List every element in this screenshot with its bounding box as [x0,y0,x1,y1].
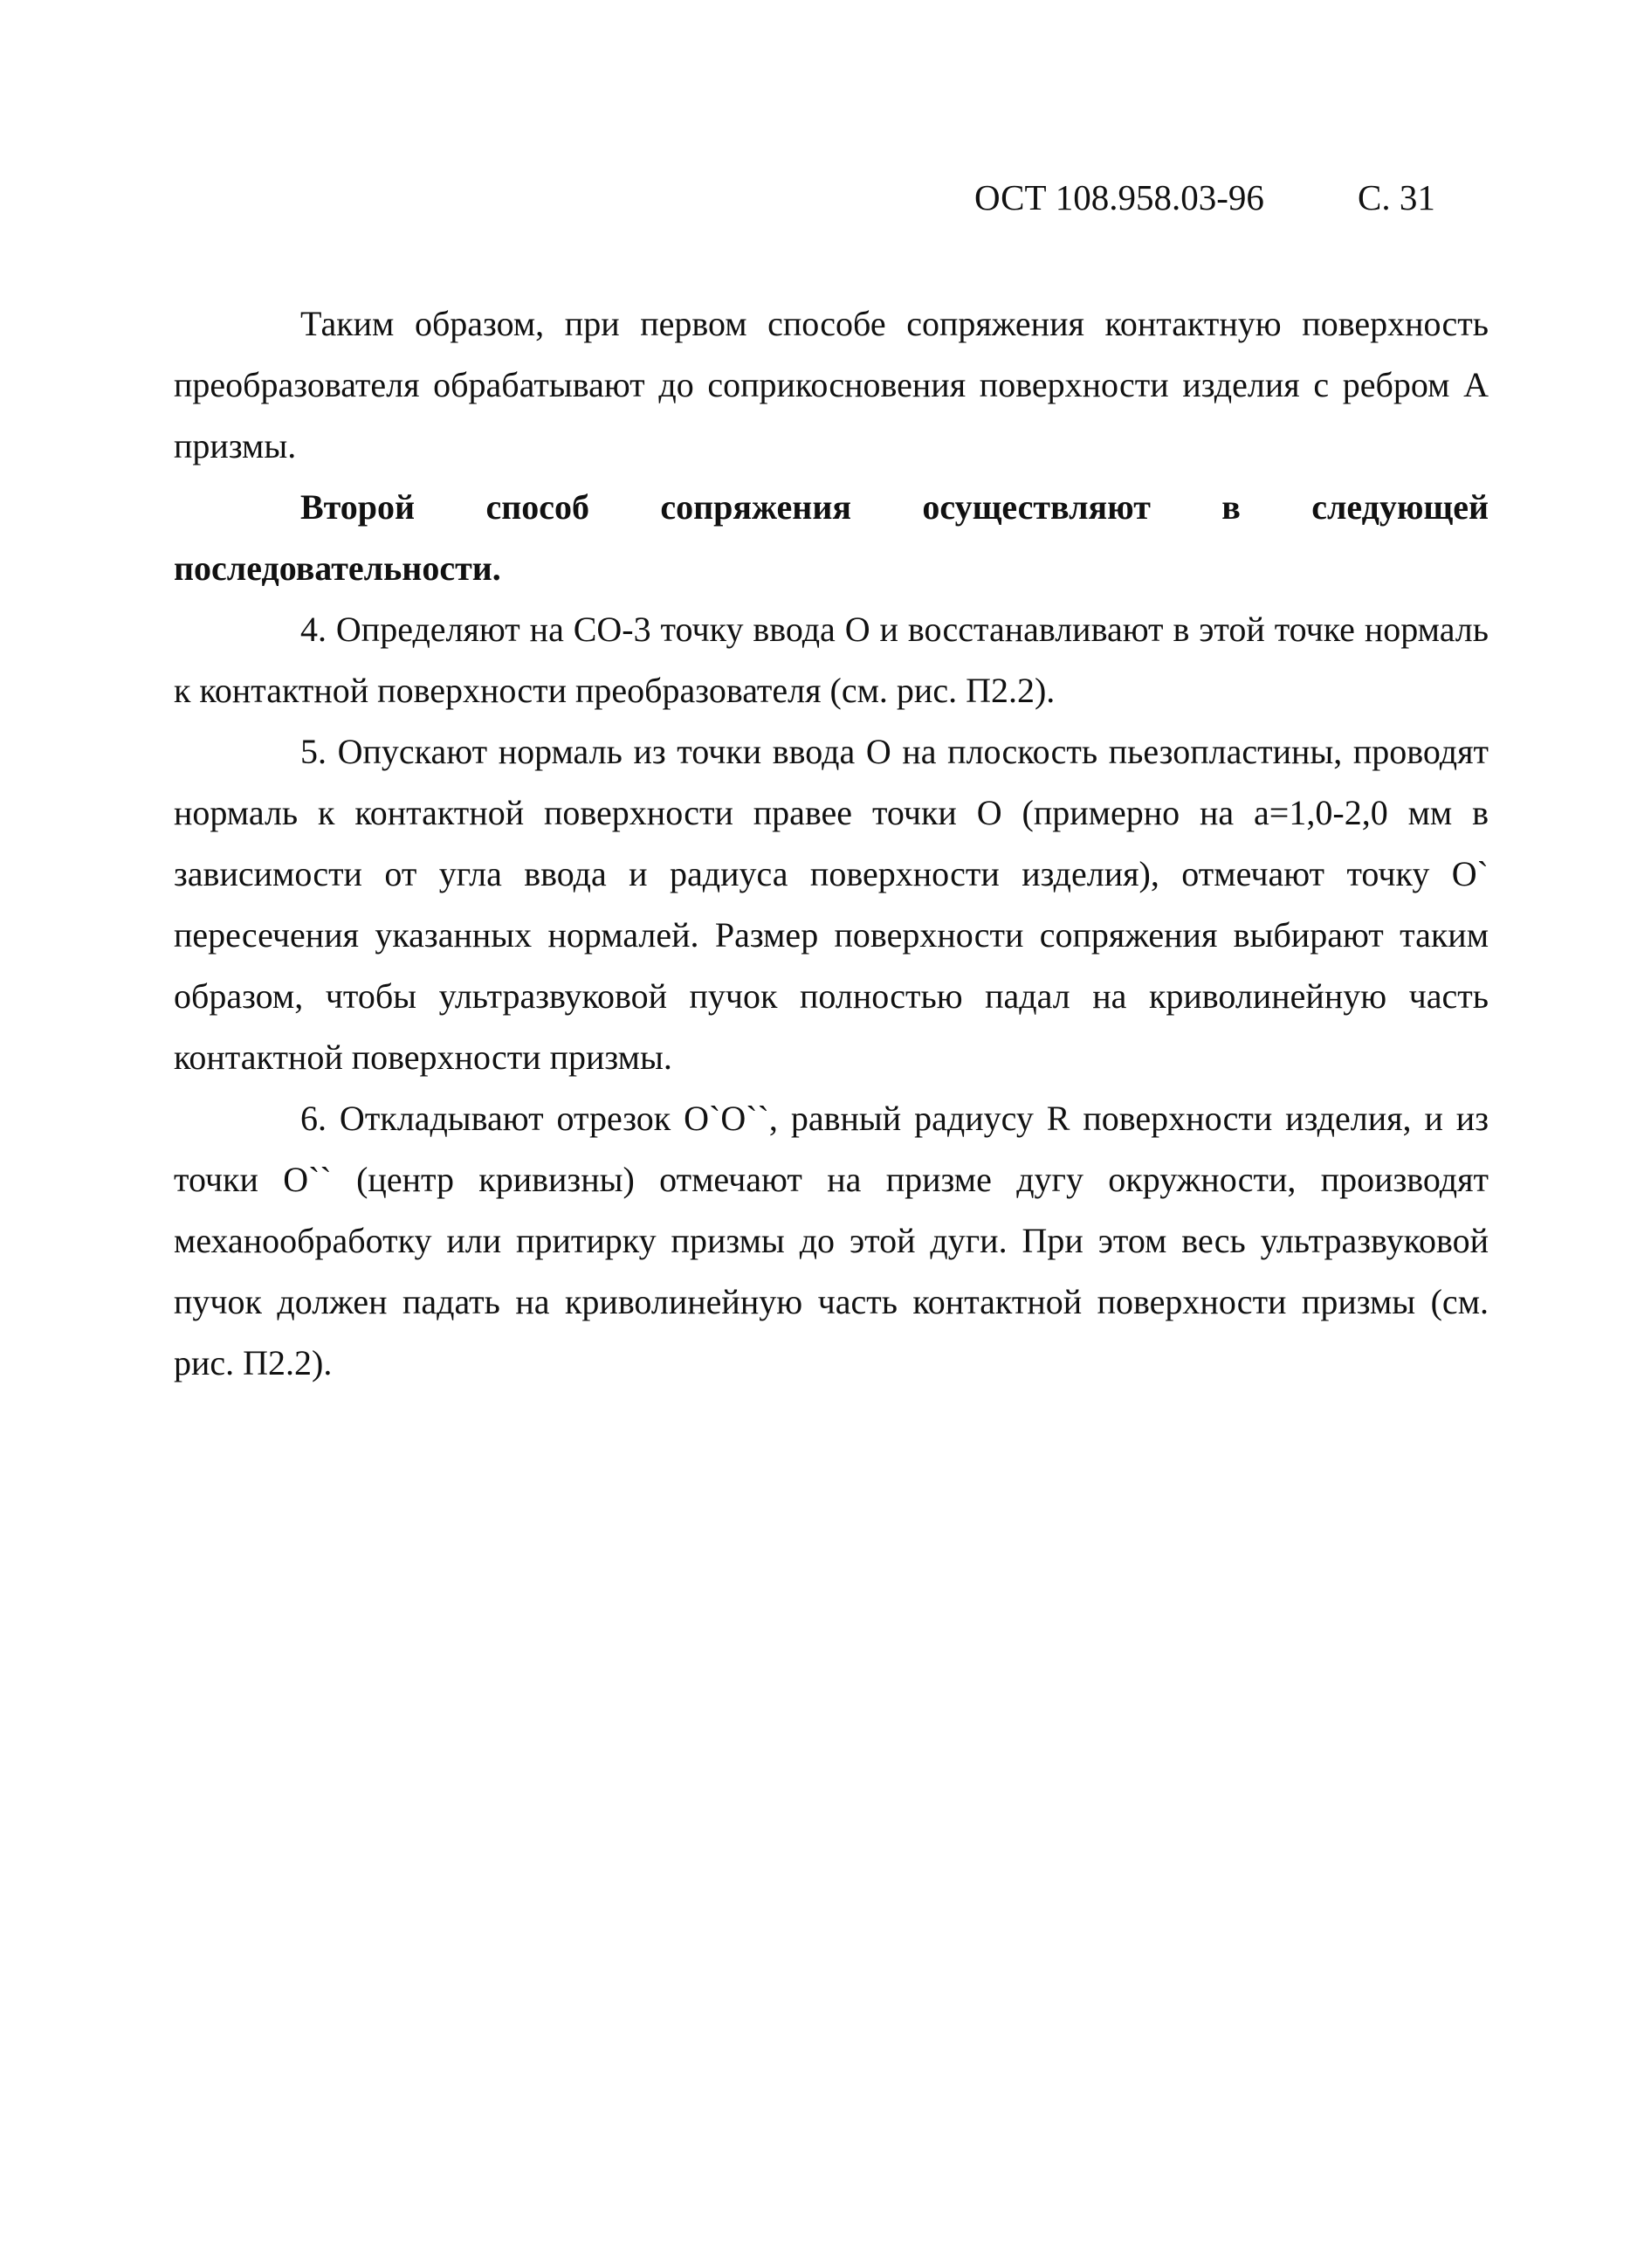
standard-number: ОСТ 108.958.03-96 [974,177,1264,217]
paragraph-first-method-summary: Таким образом, при первом способе сопряжения контактную поверхность преобразователя обрабатывают до соприкосновения поверхности изделия с ребром А призмы. [174,304,1489,465]
paragraph-step-4: 4. Определяют на СО-3 точку ввода О и восстанавливают в этой точке нормаль к контактной поверхности преобразователя (см. рис. П2.2). [174,610,1489,710]
page-header [0,171,1651,224]
page-number: С. 31 [1358,177,1435,217]
paragraph-second-method-heading: Второй способ сопряжения осуществляют в следующей последовательности. [174,487,1489,588]
document-body [174,293,1489,1394]
paragraph-step-6: 6. Откладывают отрезок О`О``, равный радиусу R поверхности изделия, и из точки О`` (центр кривизны) отмечают на призме дугу окружности, производят механообработку или притирку призмы до этой дуги. При этом весь ультразвуковой пучок должен падать на криволинейную часть контактной поверхности призмы (см. рис. П2.2). [174,1099,1489,1382]
paragraph-step-5: 5. Опускают нормаль из точки ввода О на плоскость пьезопластины, проводят нормаль к контактной поверхности правее точки О (примерно на a=1,0-2,0 мм в зависимости от угла ввода и радиуса поверхности изделия), отмечают точку О` пересечения указанных нормалей. Размер поверхности сопряжения выбирают таким образом, чтобы ультразвуковой пучок полностью падал на криволинейную часть контактной поверхности призмы. [174,732,1489,1077]
